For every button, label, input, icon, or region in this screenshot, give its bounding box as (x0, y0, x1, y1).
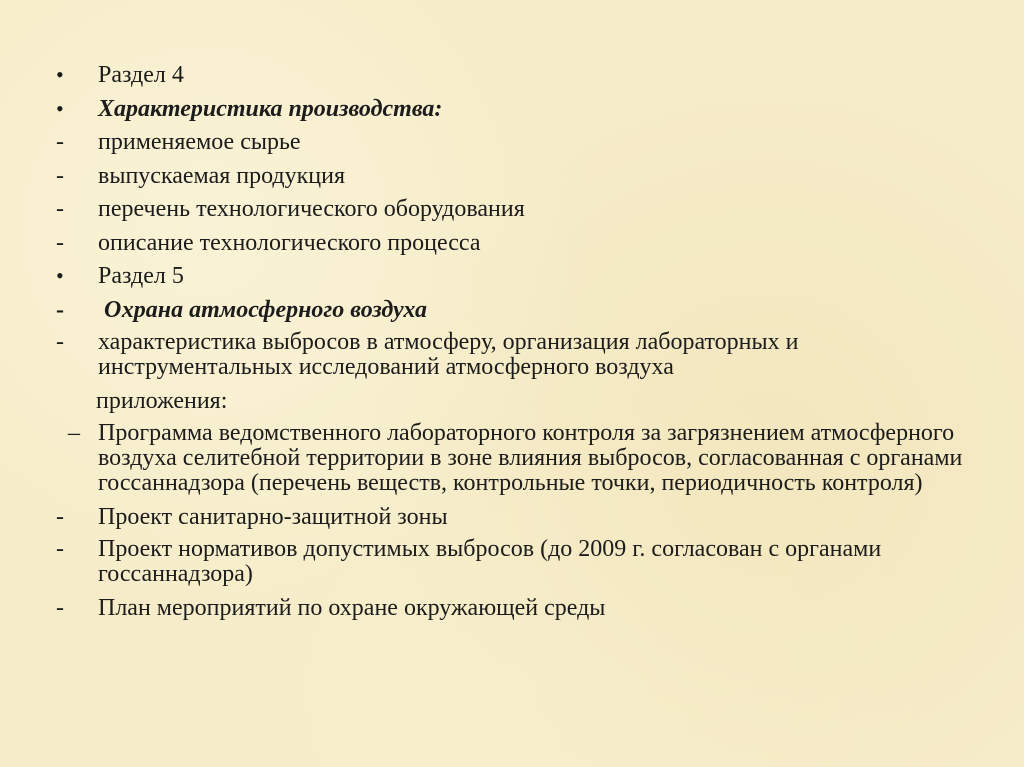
dash-marker: - (56, 229, 64, 256)
list-item (56, 129, 986, 155)
dash-marker: - (56, 329, 64, 355)
list-item-text: Проект санитарно-защитной зоны (98, 503, 448, 530)
list-item (56, 163, 986, 189)
bullet-icon: • (56, 62, 64, 87)
content-list (56, 62, 986, 628)
list-item (56, 263, 986, 289)
list-item (56, 537, 986, 587)
dash-marker: - (56, 129, 64, 155)
appendices-label: приложения: (96, 387, 228, 414)
list-item (56, 297, 986, 323)
list-item-text: Проект нормативов допустимых выбросов (до 2009 г. согласован с органами госсаннадзора) (98, 536, 882, 587)
list-item (56, 230, 986, 256)
dash-marker: - (56, 594, 64, 621)
list-item-text: характеристика выбросов в атмосферу, организация лабораторных и инструментальных исследований атмосферного воздуха (98, 329, 799, 380)
list-item (56, 595, 986, 621)
list-item-text: выпускаемая продукция (98, 162, 346, 189)
dash-marker: - (56, 196, 64, 222)
list-item (56, 330, 986, 380)
production-characteristics-heading: Характеристика производства: (98, 95, 443, 122)
list-item (56, 96, 986, 122)
section-4-label: Раздел 4 (98, 62, 184, 88)
dash-marker: – (68, 420, 80, 446)
air-protection-heading: Охрана атмосферного воздуха (104, 296, 428, 323)
list-item-text: применяемое сырье (98, 129, 301, 155)
list-item-text: Программа ведомственного лабораторного контроля за загрязнением атмосферного воздуха селитебной территории в зоне влияния выбросов, согласованная с органами госсаннадзора (перечень веществ, контрольные точки, периодичность контроля) (98, 420, 963, 496)
list-item-text: перечень технологического оборудования (98, 196, 525, 222)
section-5-label: Раздел 5 (98, 263, 184, 289)
list-item-text: План мероприятий по охране окружающей среды (98, 594, 606, 621)
dash-marker: - (56, 503, 64, 530)
list-item (56, 421, 986, 496)
bullet-icon: • (56, 95, 64, 121)
dash-marker: - (56, 536, 64, 562)
list-item (56, 62, 986, 88)
dash-marker: - (56, 296, 64, 323)
dash-marker: - (56, 162, 64, 189)
list-item-text: описание технологического процесса (98, 229, 481, 256)
bullet-icon: • (56, 263, 64, 288)
list-item (56, 504, 986, 530)
list-item (56, 196, 986, 222)
